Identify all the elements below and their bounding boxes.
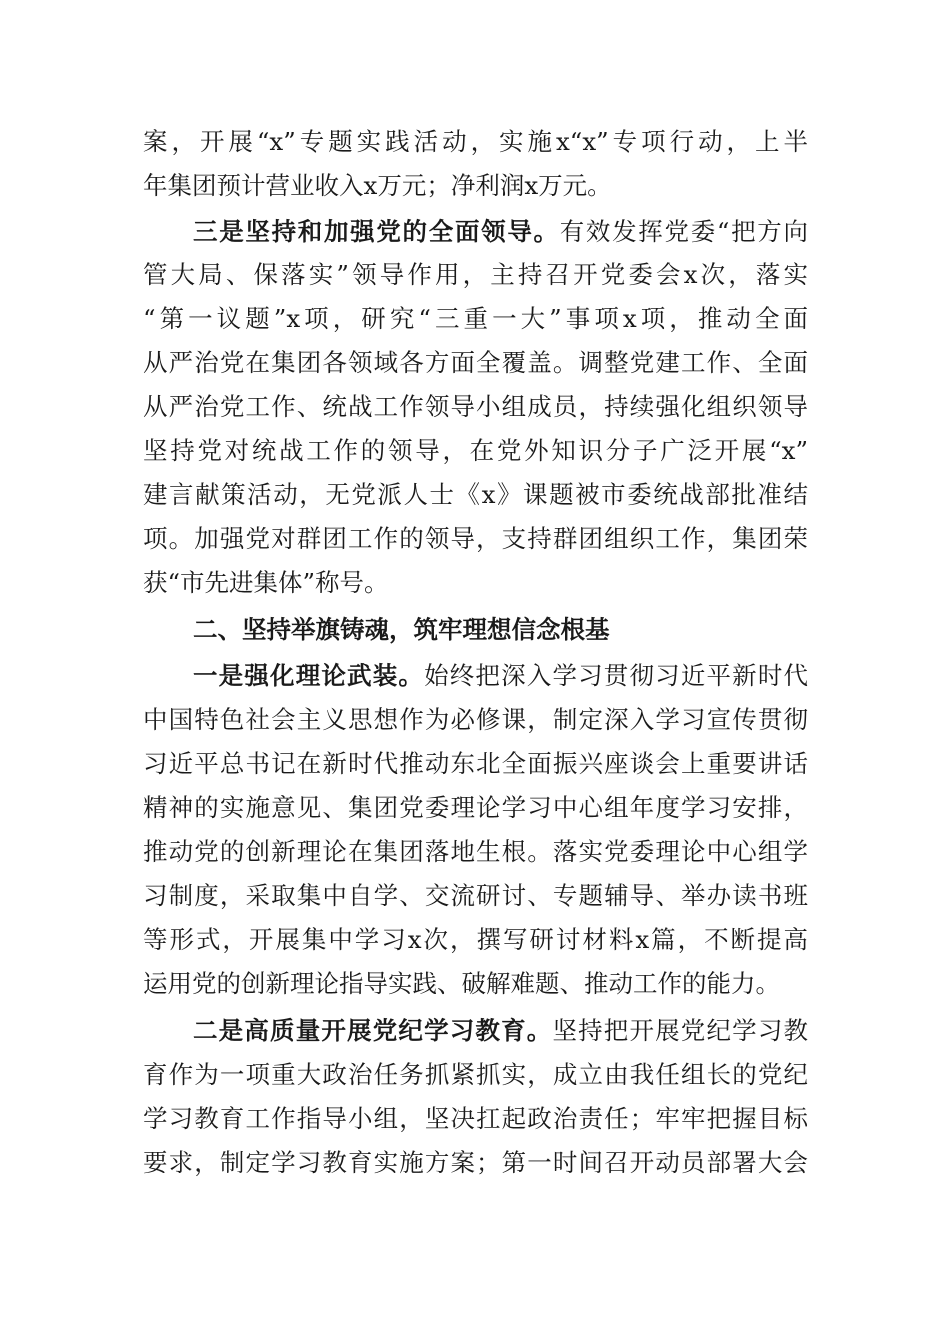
paragraph-line: 中国特色社会主义思想作为必修课，制定深入学习宣传贯彻 — [143, 705, 808, 734]
paragraph-line: 运用党的创新理论指导实践、破解难题、推动工作的能力。 — [143, 969, 780, 998]
paragraph-line: 从严治党在集团各领域各方面全覆盖。调整党建工作、全面 — [143, 348, 808, 377]
paragraph-lead: 一是强化理论武装。 — [193, 661, 425, 690]
paragraph-line: 精神的实施意见、集团党委理论学习中心组年度学习安排， — [143, 793, 808, 822]
paragraph-lead: 二是高质量开展党纪学习教育。 — [193, 1016, 553, 1045]
paragraph-line: “第一议题”x项，研究“三重一大”事项x项，推动全面 — [143, 304, 808, 333]
paragraph-line: 从严治党工作、统战工作领导小组成员，持续强化组织领导 — [143, 392, 808, 421]
paragraph-line: 获“市先进集体”称号。 — [143, 568, 389, 597]
paragraph-line: 学习教育工作指导小组，坚决扛起政治责任；牢牢把握目标 — [143, 1104, 808, 1133]
paragraph-line: 项。加强党对群团工作的领导，支持群团组织工作，集团荣 — [143, 524, 808, 553]
paragraph-lead: 三是坚持和加强党的全面领导。 — [193, 217, 560, 246]
paragraph-line: 要求，制定学习教育实施方案；第一时间召开动员部署大会 — [143, 1148, 808, 1177]
paragraph-line: 案，开展“x”专题实践活动，实施x“x”专项行动，上半 — [143, 127, 808, 156]
paragraph-text: 有效发挥党委“把方向 — [559, 217, 808, 246]
paragraph-line: 推动党的创新理论在集团落地生根。落实党委理论中心组学 — [143, 837, 808, 866]
paragraph-line: 管大局、保落实”领导作用，主持召开党委会x次，落实 — [143, 260, 808, 289]
paragraph-first-line — [193, 656, 808, 696]
paragraph-line: 坚持党对统战工作的领导，在党外知识分子广泛开展“x” — [143, 436, 808, 465]
paragraph-text: 始终把深入学习贯彻习近平新时代 — [424, 661, 808, 690]
paragraph-text: 坚持把开展党纪学习教 — [552, 1016, 808, 1045]
paragraph-line: 育作为一项重大政治任务抓紧抓实，成立由我任组长的党纪 — [143, 1060, 808, 1089]
paragraph-first-line — [193, 1011, 808, 1051]
paragraph-line: 建言献策活动，无党派人士《x》课题被市委统战部批准结 — [143, 480, 808, 509]
section-heading: 二、坚持举旗铸魂，筑牢理想信念根基 — [193, 615, 610, 644]
paragraph-line: 年集团预计营业收入x万元；净利润x万元。 — [143, 171, 612, 200]
paragraph-line: 习制度，采取集中自学、交流研讨、专题辅导、举办读书班 — [143, 881, 808, 910]
paragraph-line: 习近平总书记在新时代推动东北全面振兴座谈会上重要讲话 — [143, 749, 808, 778]
paragraph-first-line — [193, 212, 808, 252]
paragraph-line: 等形式，开展集中学习x次，撰写研讨材料x篇，不断提高 — [143, 925, 808, 954]
